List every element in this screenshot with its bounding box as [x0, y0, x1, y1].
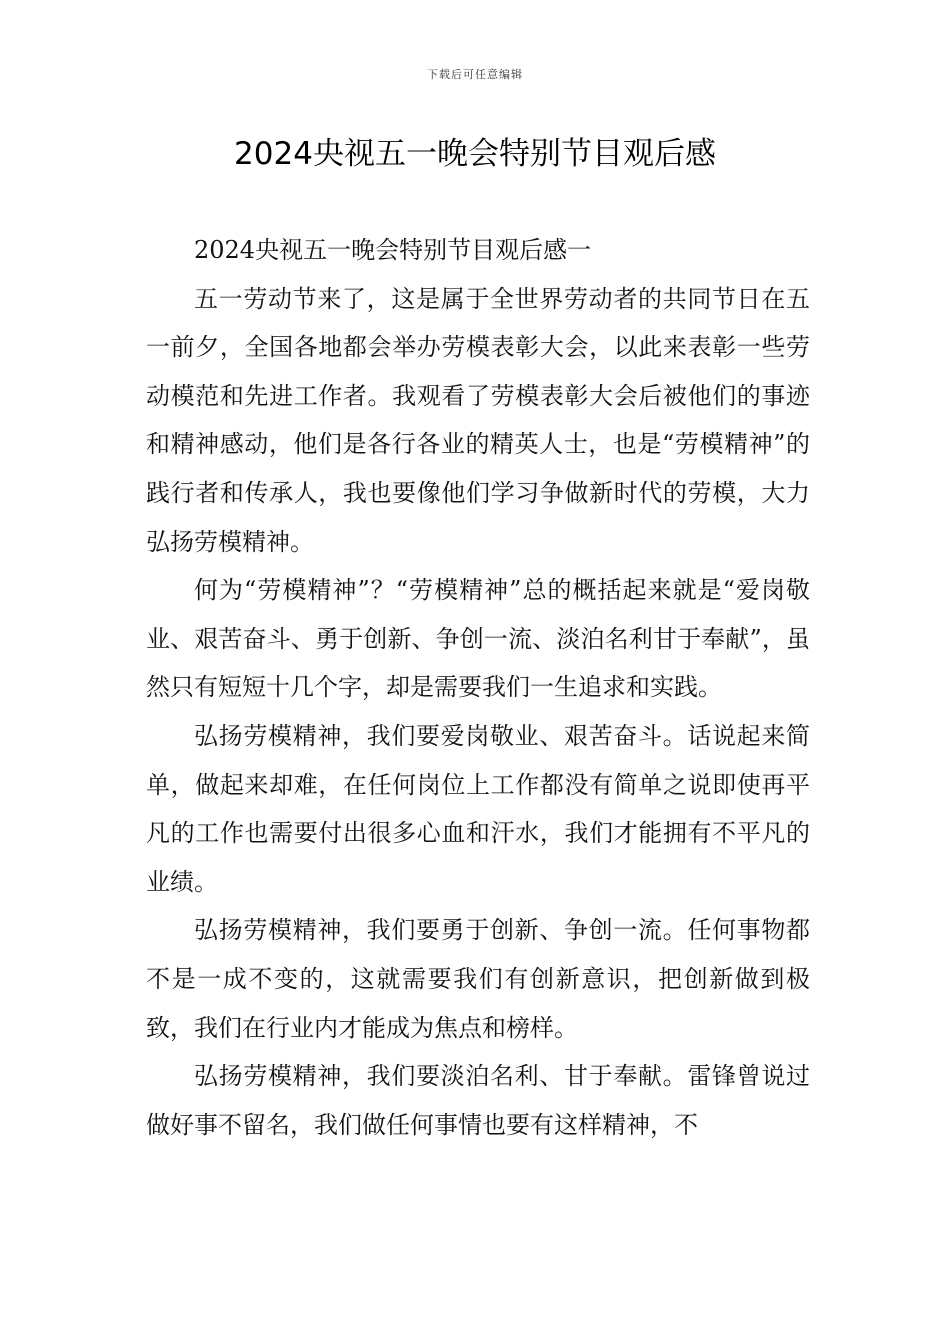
- paragraph: 弘扬劳模精神，我们要爱岗敬业、艰苦奋斗。话说起来简单，做起来却难，在任何岗位上工作都没有简单之说即使再平凡的工作也需要付出很多心血和汗水，我们才能拥有不平凡的业绩。: [146, 721, 810, 896]
- document-title: 2024央视五一晚会特别节目观后感: [234, 136, 716, 172]
- header-note: 下载后可任意编辑: [427, 68, 523, 81]
- paragraph: 弘扬劳模精神，我们要淡泊名利、甘于奉献。雷锋曾说过做好事不留名，我们做任何事情也要有这样精神，不: [146, 1062, 810, 1139]
- paragraph: 何为“劳模精神”？“劳模精神”总的概括起来就是“爱岗敬业、艰苦奋斗、勇于创新、争创一流、淡泊名利甘于奉献”，虽然只有短短十几个字，却是需要我们一生追求和实践。: [146, 576, 810, 702]
- paragraph: 五一劳动节来了，这是属于全世界劳动者的共同节日在五一前夕，全国各地都会举办劳模表彰大会，以此来表彰一些劳动模范和先进工作者。我观看了劳模表彰大会后被他们的事迹和精神感动，他们是各行各业的精英人士，也是“劳模精神”的践行者和传承人，我也要像他们学习争做新时代的劳模，大力弘扬劳模精神。: [146, 284, 810, 556]
- paragraph-subtitle: 2024央视五一晚会特别节目观后感一: [194, 236, 592, 264]
- document-body: [146, 226, 810, 1149]
- paragraph: 弘扬劳模精神，我们要勇于创新、争创一流。任何事物都不是一成不变的，这就需要我们有创新意识，把创新做到极致，我们在行业内才能成为焦点和榜样。: [146, 916, 810, 1042]
